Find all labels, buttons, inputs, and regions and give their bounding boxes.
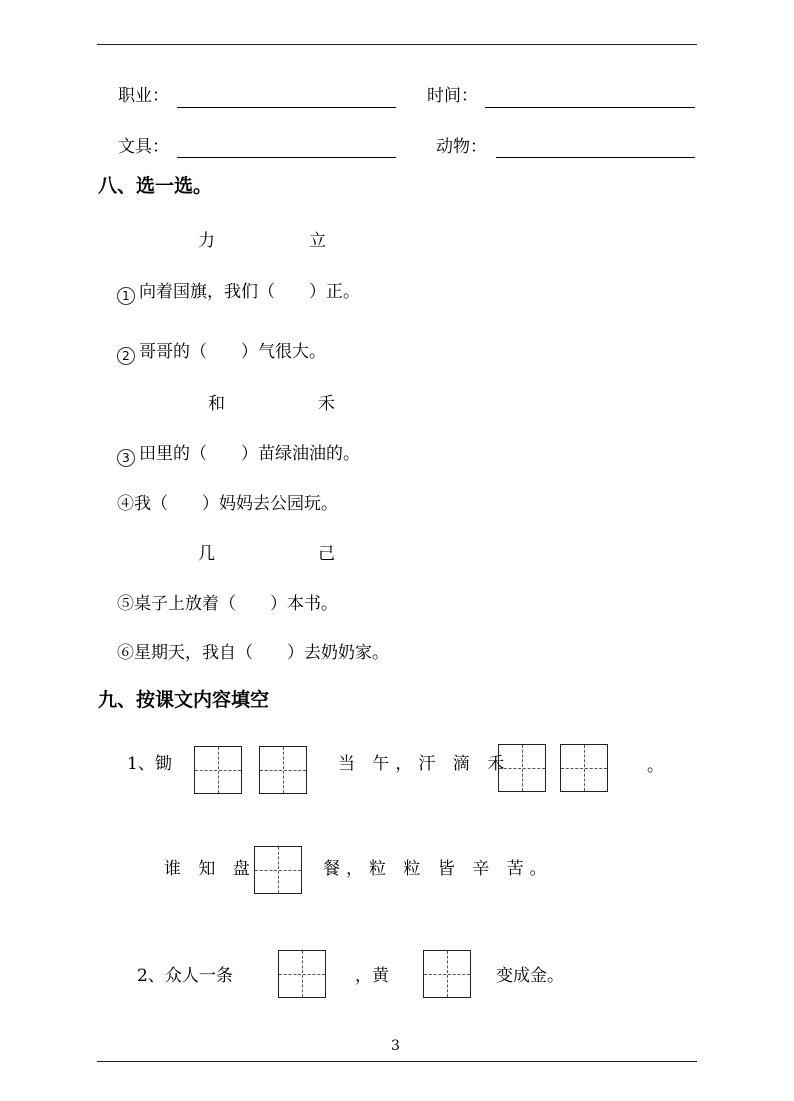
top-rule	[97, 44, 697, 45]
question-1-marker: 1	[117, 287, 135, 305]
question-1-text: 向着国旗，我们（ ）正。	[139, 282, 360, 302]
grid-box[interactable]	[259, 746, 307, 794]
profession-label: 职业：	[118, 86, 169, 106]
poem2-mid: ，黄	[355, 966, 389, 986]
question-2-marker: 2	[117, 347, 135, 365]
question-5: ⑤桌子上放着（ ）本书。	[117, 594, 338, 614]
grid-box[interactable]	[278, 950, 326, 998]
option-ji: 几	[198, 544, 215, 564]
grid-box[interactable]	[254, 846, 302, 894]
question-3-marker: 3	[117, 449, 135, 467]
animal-label: 动物：	[436, 137, 487, 157]
section8-heading: 八、选一选。	[98, 175, 213, 197]
poem1-end: 。	[647, 756, 664, 776]
animal-blank[interactable]	[496, 157, 695, 158]
stationery-label: 文具：	[118, 137, 169, 157]
time-blank[interactable]	[485, 107, 695, 108]
poem1-line2-prefix: 谁 知 盘	[164, 859, 256, 879]
poem2-suffix: 变成金。	[496, 966, 564, 986]
poem2-prefix: 2、众人一条	[137, 966, 233, 986]
section9-heading: 九、按课文内容填空	[98, 689, 270, 711]
grid-box[interactable]	[194, 746, 242, 794]
option-li: 力	[198, 231, 215, 251]
option-li-stand: 立	[309, 231, 326, 251]
profession-blank[interactable]	[177, 107, 396, 108]
option-he: 和	[208, 394, 225, 414]
option-he-grain: 禾	[318, 394, 335, 414]
poem1-line2-suffix: 餐，粒 粒 皆 辛 苦。	[323, 859, 553, 879]
question-1	[117, 282, 360, 305]
question-6: ⑥星期天，我自（ ）去奶奶家。	[117, 643, 389, 663]
option-ji-self: 己	[318, 544, 335, 564]
grid-box[interactable]	[423, 950, 471, 998]
question-2-text: 哥哥的（ ）气很大。	[139, 342, 326, 362]
time-label: 时间：	[427, 86, 478, 106]
page-number: 3	[391, 1038, 400, 1054]
bottom-rule	[97, 1061, 697, 1062]
question-3-text: 田里的（ ）苗绿油油的。	[139, 444, 360, 464]
question-2	[117, 342, 326, 365]
grid-box[interactable]	[560, 744, 608, 792]
question-3	[117, 444, 360, 467]
question-4: ④我（ ）妈妈去公园玩。	[117, 494, 338, 514]
stationery-blank[interactable]	[177, 157, 396, 158]
poem1-prefix: 1、锄	[127, 754, 172, 774]
poem1-mid: 当 午，汗 滴 禾	[338, 754, 511, 774]
grid-box[interactable]	[498, 744, 546, 792]
